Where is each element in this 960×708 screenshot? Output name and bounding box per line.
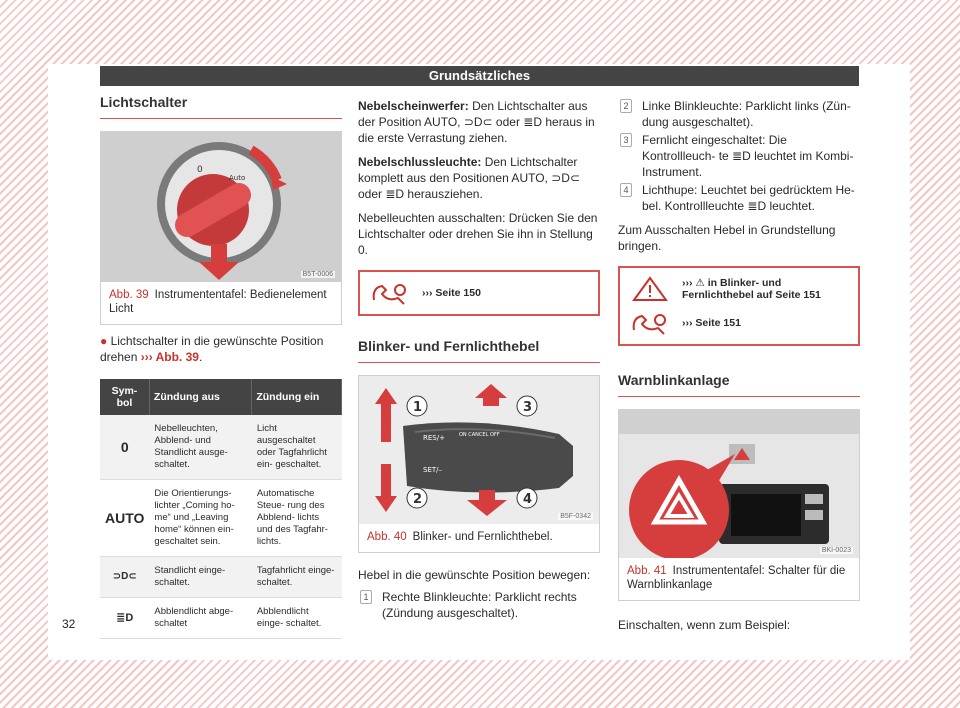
para-nebelscheinwerfer [358, 98, 600, 146]
chapter-header: Grundsätzliches [100, 66, 859, 86]
note-box [358, 270, 600, 316]
column-nebel-blinker [358, 94, 600, 621]
table-row [100, 415, 342, 480]
table-header-on: Zündung ein [252, 379, 342, 415]
table-header-symbol: Sym- bol [100, 379, 149, 415]
cell-on: Automatische Steue- rung des Abblend- lichts und des Tagfahr- lichts. [252, 480, 342, 557]
svg-text:Auto: Auto [229, 174, 246, 182]
table-row [100, 480, 342, 557]
lever-label-res: RES/+ [423, 434, 445, 442]
figure-39-caption [101, 282, 341, 324]
symbol-cell: ≣D [100, 598, 149, 639]
wrench-icon [630, 310, 670, 336]
figure-40-caption [359, 524, 599, 552]
label-nebelschlussleuchte: Nebelschlussleuchte: [358, 155, 482, 169]
text-nebelscheinwerfer: Den Lichtschalter aus der Position AUTO, ⊃D⊂ oder ≣D heraus in die erste Verrastung ziehen. [358, 99, 595, 145]
figure-39-number: Abb. 39 [109, 289, 149, 301]
numbered-list [618, 98, 860, 214]
para-hebel-intro: Hebel in die gewünschte Position bewegen: [358, 568, 591, 582]
numbered-list [358, 589, 600, 621]
table-row [100, 598, 342, 639]
list-item-text: Fernlicht eingeschaltet: Die Kontrollleuch- te ≣D leuchtet im Kombi-Instrument. [642, 133, 854, 179]
item-number-badge: 2 [618, 98, 634, 130]
instruction-lichtschalter: ● Lichtschalter in die gewünschte Position drehen ››› Abb. 39. [100, 334, 324, 364]
note-ref: ››› Seite 151 [682, 317, 741, 329]
list-item-text: Rechte Blinkleuchte: Parklicht rechts (Zündung ausgeschaltet). [382, 590, 577, 620]
figure-39-caption-text: Instrumententafel: Bedienelement Licht [109, 289, 327, 315]
lever-label-set: SET/– [423, 466, 443, 474]
para-einschalten: Einschalten, wenn zum Beispiel: [618, 618, 791, 632]
svg-text:0: 0 [197, 165, 203, 175]
item-number-badge: 3 [618, 132, 634, 180]
figure-39-code: B5T-0006 [302, 271, 333, 278]
note-row [370, 280, 588, 306]
figure-39-image [101, 132, 341, 282]
cell-off: Abblendlicht abge- schaltet [149, 598, 251, 639]
wrench-icon [370, 280, 410, 306]
cell-on: Licht ausgeschaltet oder Tagfahrlicht ein- geschaltet. [252, 415, 342, 480]
note-row [630, 310, 848, 336]
section-title-warnblinkanlage: Warnblinkanlage [618, 372, 860, 397]
list-item [618, 98, 860, 130]
svg-text:4: 4 [523, 492, 533, 507]
symbol-cell: AUTO [100, 480, 149, 557]
figure-41 [618, 409, 860, 601]
svg-text:2: 2 [413, 492, 423, 507]
warning-triangle-icon [630, 276, 670, 302]
para-nebel-aus: Nebelleuchten ausschalten: Drücken Sie den Lichtschalter oder drehen Sie ihn in Stellung 0. [358, 211, 598, 257]
figure-40-number: Abb. 40 [367, 531, 407, 543]
list-item-text: Lichthupe: Leuchtet bei gedrücktem He- bel. Kontrollleuchte ≣D leuchtet. [642, 183, 855, 213]
column-blinker-warn [618, 94, 860, 633]
instruction-text: Lichtschalter in die gewünschte Position drehen [100, 334, 324, 364]
symbol-table [100, 379, 342, 639]
svg-text:3: 3 [523, 400, 533, 415]
symbol-cell: ⊃D⊂ [100, 557, 149, 598]
cell-off: Nebelleuchten, Abblend- und Standlicht ausge- schaltet. [149, 415, 251, 480]
note-ref: ››› Seite 150 [422, 287, 481, 299]
light-switch-illustration [101, 132, 341, 282]
text-nebelschlussleuchte: Den Lichtschalter komplett aus den Positionen AUTO, ⊃D⊂ oder ≣D herausziehen. [358, 155, 580, 201]
para-nebelschlussleuchte [358, 154, 600, 202]
figure-39 [100, 131, 342, 325]
figure-40-image [359, 376, 599, 524]
symbol-cell: 0 [100, 415, 149, 480]
warning-text: ››› ⚠ in Blinker- und Fernlichthebel auf Seite 151 [682, 277, 821, 301]
list-item [618, 132, 860, 180]
page-number: 32 [62, 617, 76, 631]
column-lichtschalter [100, 94, 342, 639]
table-row [100, 557, 342, 598]
list-item [358, 589, 600, 621]
warning-row [630, 276, 848, 302]
figure-40 [358, 375, 600, 553]
instruction-ref: ››› Abb. 39 [140, 350, 199, 364]
para-ausschalten: Zum Ausschalten Hebel in Grundstellung bringen. [618, 223, 836, 253]
cell-off: Standlicht einge- schaltet. [149, 557, 251, 598]
turn-signal-lever-illustration [359, 376, 599, 524]
figure-40-code: B5F-0342 [560, 513, 591, 520]
lever-label-cancel: ON CANCEL OFF [459, 432, 500, 438]
cell-on: Abblendlicht einge- schaltet. [252, 598, 342, 639]
cell-on: Tagfahrlicht einge- schaltet. [252, 557, 342, 598]
figure-41-caption [619, 558, 859, 600]
figure-41-number: Abb. 41 [627, 565, 667, 577]
svg-text:1: 1 [413, 400, 423, 415]
warning-box [618, 266, 860, 346]
figure-40-caption-text: Blinker- und Fernlichthebel. [412, 531, 553, 543]
label-nebelscheinwerfer: Nebelscheinwerfer: [358, 99, 469, 113]
section-title-blinker: Blinker- und Fernlichthebel [358, 338, 600, 363]
list-item [618, 182, 860, 214]
figure-41-caption-text: Instrumententafel: Schalter für die Warnblinkanlage [627, 565, 846, 591]
figure-41-image [619, 410, 859, 558]
section-title-lichtschalter: Lichtschalter [100, 94, 342, 119]
bullet-icon: ● [100, 334, 108, 348]
hazard-switch-illustration [619, 410, 859, 558]
item-number-badge: 1 [358, 589, 374, 621]
table-header-off: Zündung aus [149, 379, 251, 415]
item-number-badge: 4 [618, 182, 634, 214]
figure-41-code: BKI-0023 [821, 547, 851, 554]
cell-off: Die Orientierungs- lichter „Coming ho- me“ und „Leaving home“ können ein- geschaltet sein. [149, 480, 251, 557]
list-item-text: Linke Blinkleuchte: Parklicht links (Zün- dung ausgeschaltet). [642, 99, 851, 129]
